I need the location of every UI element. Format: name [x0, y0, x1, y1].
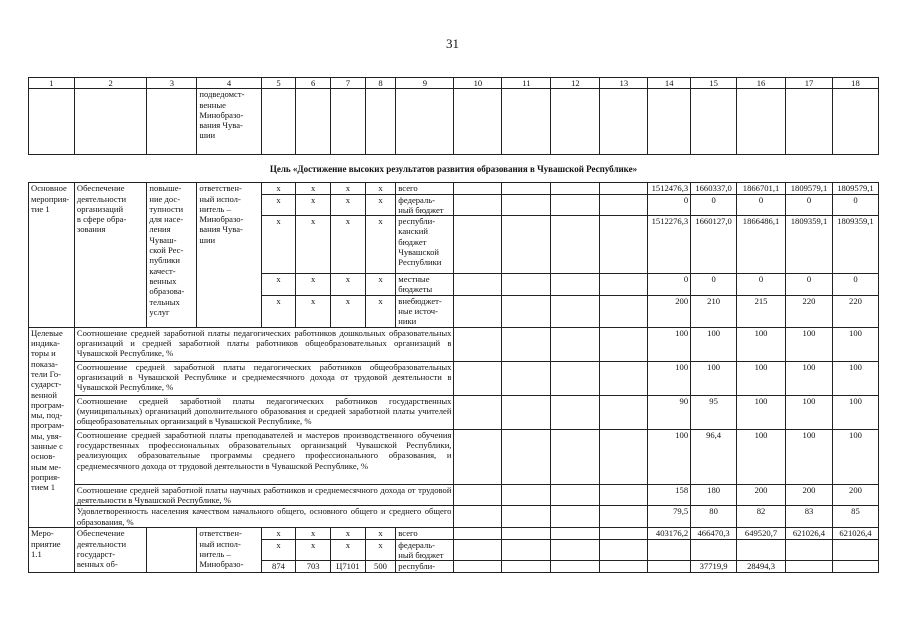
empty-cell	[551, 295, 600, 327]
empty-cell	[600, 89, 648, 155]
empty-cell	[454, 274, 502, 296]
goal-row	[29, 155, 879, 183]
goal-heading: Цель «Достижение высоких результатов развития образования в Чувашской Республике»	[29, 155, 879, 183]
code-cell: x	[296, 295, 331, 327]
event-name: Основное мероприя- тие 1	[29, 183, 75, 327]
empty-cell	[600, 484, 648, 506]
empty-cell	[551, 327, 600, 361]
empty-cell	[454, 89, 502, 155]
empty-cell	[502, 395, 551, 429]
empty-cell	[691, 89, 737, 155]
indicator-value: 83	[786, 506, 833, 528]
value-cell: 1660337,0	[691, 183, 737, 194]
indicator-text: Соотношение средней заработной платы педагогических работников государственных (муниципальных) организаций дополнительного образования и средней заработной платы учителей общеобразовательных организаций в Чувашской Республике, %	[74, 395, 454, 429]
column-header: 8	[365, 78, 396, 89]
indicator-value: 100	[786, 361, 833, 395]
empty-cell	[600, 395, 648, 429]
code-cell: x	[261, 216, 296, 274]
continuation-row	[29, 89, 879, 155]
value-cell: 0	[648, 274, 691, 296]
value-cell: 1512476,3	[648, 183, 691, 194]
value-cell: 1866486,1	[737, 216, 786, 274]
empty-cell	[502, 429, 551, 484]
event-goal: повыше- ние дос- тупности для насе- ления Чуваш- ской Рес- публики качест- венных образова- тельных услуг	[147, 183, 197, 327]
value-cell: 200	[648, 295, 691, 327]
indicator-value: 85	[832, 506, 878, 528]
value-cell: 1512276,3	[648, 216, 691, 274]
value-cell: 403176,2	[648, 528, 691, 539]
funding-source: местные бюджеты	[396, 274, 454, 296]
code-cell: x	[261, 528, 296, 539]
empty-cell	[454, 295, 502, 327]
main-event-row	[29, 183, 879, 194]
column-header: 18	[832, 78, 878, 89]
empty-cell	[551, 194, 600, 216]
indicator-value: 100	[691, 361, 737, 395]
indicator-value: 200	[832, 484, 878, 506]
empty-cell	[551, 506, 600, 528]
empty-cell	[551, 484, 600, 506]
empty-cell	[502, 216, 551, 274]
empty-cell	[502, 506, 551, 528]
empty-cell	[502, 561, 551, 572]
code-cell: x	[261, 295, 296, 327]
event-1-1-description: Обеспечение деятельности государст- венных об-	[74, 528, 146, 572]
indicator-value: 100	[832, 395, 878, 429]
column-header: 13	[600, 78, 648, 89]
value-cell: 1660127,0	[691, 216, 737, 274]
budget-table	[28, 77, 879, 573]
value-cell	[832, 539, 878, 561]
code-cell: x	[365, 295, 396, 327]
funding-source: всего	[396, 528, 454, 539]
column-header: 10	[454, 78, 502, 89]
funding-source: республи- канский бюджет Чувашской Республики	[396, 216, 454, 274]
empty-cell	[502, 194, 551, 216]
indicator-value: 100	[648, 361, 691, 395]
value-cell: 0	[786, 194, 833, 216]
column-header: 11	[502, 78, 551, 89]
empty-cell	[502, 183, 551, 194]
empty-cell	[74, 89, 146, 155]
value-cell: 0	[691, 194, 737, 216]
empty-cell	[454, 395, 502, 429]
empty-cell	[147, 528, 197, 572]
empty-cell	[600, 216, 648, 274]
event-1-1-executor: ответствен- ный испол- нитель – Минобразо-	[197, 528, 261, 572]
value-cell	[691, 539, 737, 561]
funding-source: федераль- ный бюджет	[396, 194, 454, 216]
column-header: 4	[197, 78, 261, 89]
value-cell	[832, 561, 878, 572]
empty-cell	[454, 506, 502, 528]
empty-cell	[600, 295, 648, 327]
indicator-row	[29, 361, 879, 395]
value-cell	[737, 539, 786, 561]
empty-cell	[502, 484, 551, 506]
code-cell: 703	[296, 561, 331, 572]
indicator-row	[29, 429, 879, 484]
empty-cell	[502, 89, 551, 155]
code-cell: x	[331, 274, 366, 296]
indicator-value: 79,5	[648, 506, 691, 528]
value-cell	[786, 539, 833, 561]
empty-cell	[551, 216, 600, 274]
value-cell: 215	[737, 295, 786, 327]
indicator-value: 90	[648, 395, 691, 429]
empty-cell	[737, 89, 786, 155]
empty-cell	[454, 194, 502, 216]
event-1-1-row	[29, 528, 879, 539]
empty-cell	[454, 539, 502, 561]
value-cell: 1809359,1	[786, 216, 833, 274]
value-cell: 37719,9	[691, 561, 737, 572]
code-cell: x	[331, 295, 366, 327]
code-cell: x	[331, 194, 366, 216]
code-cell: x	[296, 216, 331, 274]
empty-cell	[147, 89, 197, 155]
empty-cell	[600, 528, 648, 539]
code-cell: x	[296, 194, 331, 216]
indicator-value: 100	[737, 361, 786, 395]
indicator-value: 200	[737, 484, 786, 506]
column-header: 1	[29, 78, 75, 89]
empty-cell	[454, 361, 502, 395]
value-cell: 621026,4	[786, 528, 833, 539]
value-cell: 0	[832, 194, 878, 216]
empty-cell	[600, 327, 648, 361]
executor-cell: подведомст- венные Минобразо- вания Чува- шии	[197, 89, 261, 155]
empty-cell	[331, 89, 366, 155]
empty-cell	[296, 89, 331, 155]
indicators-label: Целевые индика- торы и показа- тели Го- сударст- венной програм- мы, под- програм- мы, увя- занные с основ- ным ме- роприя- тием 1	[29, 327, 75, 528]
code-cell: x	[296, 528, 331, 539]
empty-cell	[502, 274, 551, 296]
empty-cell	[454, 561, 502, 572]
indicator-value: 95	[691, 395, 737, 429]
code-cell: x	[296, 274, 331, 296]
empty-cell	[454, 528, 502, 539]
funding-source: республи-	[396, 561, 454, 572]
value-cell: 220	[832, 295, 878, 327]
empty-cell	[600, 506, 648, 528]
empty-cell	[600, 429, 648, 484]
indicator-value: 80	[691, 506, 737, 528]
empty-cell	[454, 216, 502, 274]
indicator-text: Удовлетворенность населения качеством начального общего, основного общего и среднего общего образования, %	[74, 506, 454, 528]
empty-cell	[551, 395, 600, 429]
funding-source: внебюджет- ные источ- ники	[396, 295, 454, 327]
value-cell: 220	[786, 295, 833, 327]
event-executor: ответствен- ный испол- нитель – Минобразо- вания Чува- шии	[197, 183, 261, 327]
code-cell: x	[296, 183, 331, 194]
code-cell: x	[296, 539, 331, 561]
value-cell	[648, 561, 691, 572]
indicator-value: 100	[737, 429, 786, 484]
indicator-value: 82	[737, 506, 786, 528]
column-header: 3	[147, 78, 197, 89]
empty-cell	[502, 327, 551, 361]
column-header: 9	[396, 78, 454, 89]
indicator-value: 100	[786, 395, 833, 429]
empty-cell	[551, 539, 600, 561]
value-cell: 1809579,1	[832, 183, 878, 194]
header-row	[29, 78, 879, 89]
value-cell: 0	[832, 274, 878, 296]
indicator-text: Соотношение средней заработной платы педагогических работников дошкольных образовательных организаций и средней заработной платы работников общеобразовательных организаций в Чувашской Республике, %	[74, 327, 454, 361]
value-cell: 649520,7	[737, 528, 786, 539]
value-cell: 0	[786, 274, 833, 296]
value-cell: 0	[737, 274, 786, 296]
empty-cell	[600, 194, 648, 216]
code-cell: Ц7101	[331, 561, 366, 572]
code-cell: x	[365, 274, 396, 296]
column-header: 17	[786, 78, 833, 89]
column-header: 15	[691, 78, 737, 89]
code-cell: 500	[365, 561, 396, 572]
indicator-value: 100	[786, 429, 833, 484]
empty-cell	[29, 89, 75, 155]
code-cell: x	[331, 183, 366, 194]
code-cell: x	[365, 539, 396, 561]
indicator-value: 100	[648, 429, 691, 484]
indicator-value: 100	[832, 327, 878, 361]
empty-cell	[832, 89, 878, 155]
value-cell: 1866701,1	[737, 183, 786, 194]
code-cell: x	[261, 539, 296, 561]
column-header: 5	[261, 78, 296, 89]
indicator-value: 180	[691, 484, 737, 506]
indicator-row	[29, 327, 879, 361]
indicator-value: 100	[648, 327, 691, 361]
value-cell	[648, 539, 691, 561]
column-header: 2	[74, 78, 146, 89]
indicator-text: Соотношение средней заработной платы преподавателей и мастеров производственного обучения государственных профессиональных образовательных организаций Чувашской Республики, реализующих образовательные программы среднего профессионального образования, и среднемесячного дохода от трудовой деятельности в Чувашской Республике, %	[74, 429, 454, 484]
empty-cell	[261, 89, 296, 155]
indicator-value: 100	[737, 395, 786, 429]
code-cell: x	[365, 528, 396, 539]
value-cell: 0	[691, 274, 737, 296]
indicator-value: 100	[832, 361, 878, 395]
value-cell: 1809579,1	[786, 183, 833, 194]
empty-cell	[502, 539, 551, 561]
empty-cell	[454, 429, 502, 484]
code-cell: x	[331, 539, 366, 561]
indicator-value: 100	[786, 327, 833, 361]
empty-cell	[551, 361, 600, 395]
event-description: Обеспечение деятельности организаций в сфере обра- зования	[74, 183, 146, 327]
value-cell: 621026,4	[832, 528, 878, 539]
column-header: 7	[331, 78, 366, 89]
empty-cell	[600, 361, 648, 395]
empty-cell	[365, 89, 396, 155]
code-cell: x	[331, 528, 366, 539]
empty-cell	[454, 484, 502, 506]
empty-cell	[454, 183, 502, 194]
code-cell: 874	[261, 561, 296, 572]
empty-cell	[551, 561, 600, 572]
column-header: 16	[737, 78, 786, 89]
empty-cell	[551, 274, 600, 296]
code-cell: x	[261, 194, 296, 216]
indicator-text: Соотношение средней заработной платы педагогических работников общеобразовательных организаций в Чувашской Республике и среднемесячного дохода от трудовой деятельности в Чувашской Республике, %	[74, 361, 454, 395]
empty-cell	[551, 89, 600, 155]
empty-cell	[551, 183, 600, 194]
indicator-row	[29, 506, 879, 528]
indicator-text: Соотношение средней заработной платы научных работников и среднемесячного дохода от трудовой деятельности в Чувашской Республике, %	[74, 484, 454, 506]
empty-cell	[502, 528, 551, 539]
empty-cell	[786, 89, 833, 155]
indicator-value: 200	[786, 484, 833, 506]
code-cell: x	[331, 216, 366, 274]
indicator-row	[29, 395, 879, 429]
value-cell: 0	[648, 194, 691, 216]
indicator-value: 100	[737, 327, 786, 361]
empty-cell	[600, 183, 648, 194]
code-cell: x	[365, 216, 396, 274]
indicator-value: 96,4	[691, 429, 737, 484]
code-cell: x	[365, 194, 396, 216]
column-header: 12	[551, 78, 600, 89]
empty-cell	[600, 539, 648, 561]
value-cell: 466470,3	[691, 528, 737, 539]
indicator-value: 158	[648, 484, 691, 506]
empty-cell	[502, 361, 551, 395]
page-number: 31	[446, 36, 459, 51]
value-cell: 28494,3	[737, 561, 786, 572]
empty-cell	[551, 528, 600, 539]
code-cell: x	[261, 183, 296, 194]
empty-cell	[551, 429, 600, 484]
indicator-value: 100	[691, 327, 737, 361]
indicator-value: 100	[832, 429, 878, 484]
funding-source: федераль- ный бюджет	[396, 539, 454, 561]
event-1-1-name: Меро- приятие 1.1	[29, 528, 75, 572]
empty-cell	[648, 89, 691, 155]
empty-cell	[600, 561, 648, 572]
column-header: 6	[296, 78, 331, 89]
code-cell: x	[261, 274, 296, 296]
indicator-row	[29, 484, 879, 506]
empty-cell	[396, 89, 454, 155]
value-cell: 210	[691, 295, 737, 327]
empty-cell	[454, 327, 502, 361]
value-cell: 0	[737, 194, 786, 216]
code-cell: x	[365, 183, 396, 194]
value-cell: 1809359,1	[832, 216, 878, 274]
column-header: 14	[648, 78, 691, 89]
empty-cell	[600, 274, 648, 296]
funding-source: всего	[396, 183, 454, 194]
empty-cell	[502, 295, 551, 327]
value-cell	[786, 561, 833, 572]
